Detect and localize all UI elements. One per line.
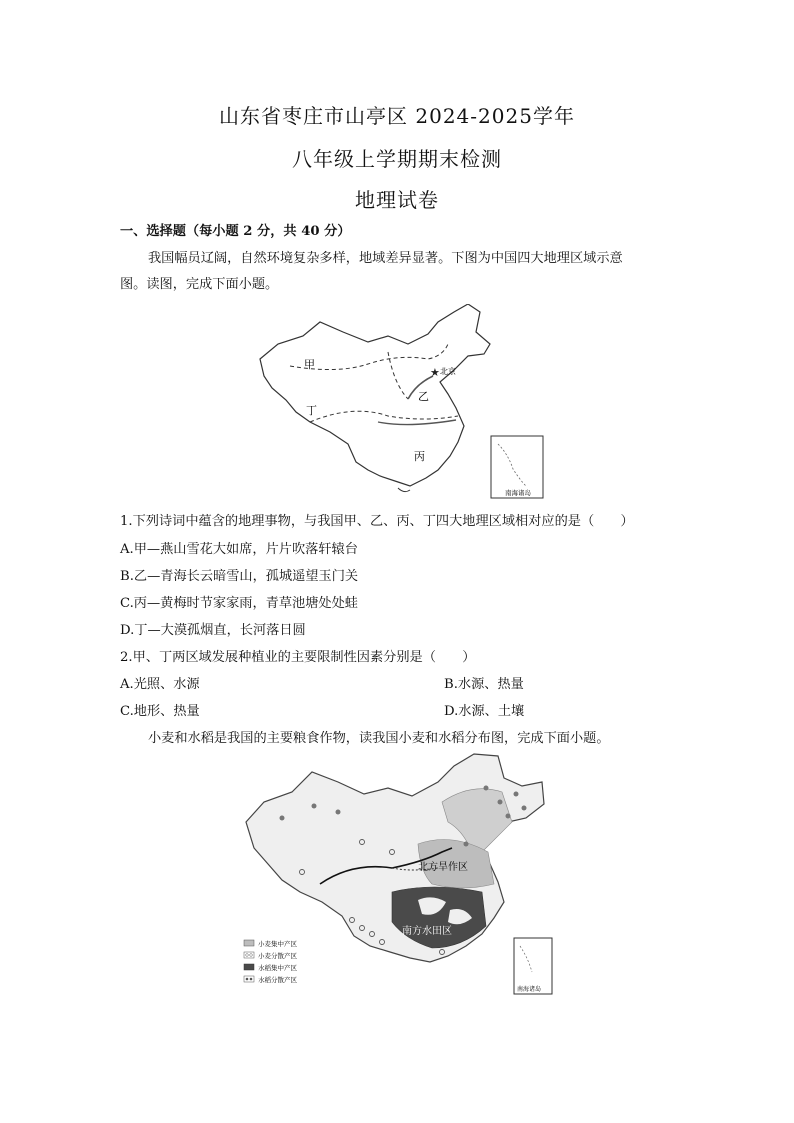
- map-label-north-dry: 北方旱作区: [418, 862, 468, 873]
- page-title: 山东省枣庄市山亭区 2024-2025学年: [219, 104, 575, 128]
- map-label-bing: 丙: [414, 450, 425, 463]
- map-label-ding: 丁: [306, 404, 317, 417]
- intro-paragraph-line-2: 图。读图，完成下面小题。: [120, 277, 279, 292]
- page-subject: 地理试卷: [355, 188, 439, 212]
- legend-wheat-concentrated: 小麦集中产区: [258, 940, 297, 948]
- question-2-option-c: C.地形、热量: [120, 704, 200, 719]
- map-label-beijing: 北京: [440, 367, 456, 376]
- question-1-option-b: B.乙—青海长云暗雪山，孤城遥望玉门关: [120, 569, 359, 584]
- question-1-option-a: A.甲—燕山雪花大如席，片片吹落轩辕台: [120, 542, 358, 557]
- legend-rice-scattered: 水稻分散产区: [258, 976, 297, 984]
- question-2-option-d: D.水源、土壤: [444, 704, 525, 719]
- question-1-option-d: D.丁—大漠孤烟直，长河落日圆: [120, 623, 306, 638]
- legend-wheat-scattered: 小麦分散产区: [258, 952, 297, 960]
- legend-rice-concentrated: 水稻集中产区: [258, 964, 297, 972]
- map-inset-label: 南海诸岛: [517, 986, 542, 993]
- question-2-option-a: A.光照、水源: [120, 677, 200, 692]
- map-inset-label: 南海诸岛: [505, 489, 531, 497]
- crop-distribution-map: [242, 752, 554, 998]
- question-1-option-c: C.丙—黄梅时节家家雨，青草池塘处处蛙: [120, 596, 358, 611]
- map-label-south-paddy: 南方水田区: [402, 926, 452, 937]
- map-legend: [244, 939, 298, 984]
- question-1-stem: 1.下列诗词中蕴含的地理事物，与我国甲、乙、丙、丁四大地理区域相对应的是（ ）: [120, 514, 634, 529]
- map-label-yi: 乙: [418, 390, 429, 403]
- intro-paragraph-line-1: 我国幅员辽阔，自然环境复杂多样，地域差异显著。下图为中国四大地理区域示意: [148, 251, 623, 266]
- map-label-jia: 甲: [304, 358, 315, 371]
- region-map: [258, 304, 546, 500]
- section-2-intro: 小麦和水稻是我国的主要粮食作物，读我国小麦和水稻分布图，完成下面小题。: [148, 731, 610, 746]
- question-2-option-b: B.水源、热量: [444, 677, 524, 692]
- question-2-stem: 2.甲、丁两区域发展种植业的主要限制性因素分别是（ ）: [120, 650, 476, 665]
- star-icon: ★: [430, 366, 440, 379]
- page-subtitle: 八年级上学期期末检测: [292, 147, 502, 171]
- section-heading: 一、选择题（每小题 2 分，共 40 分）: [120, 224, 351, 239]
